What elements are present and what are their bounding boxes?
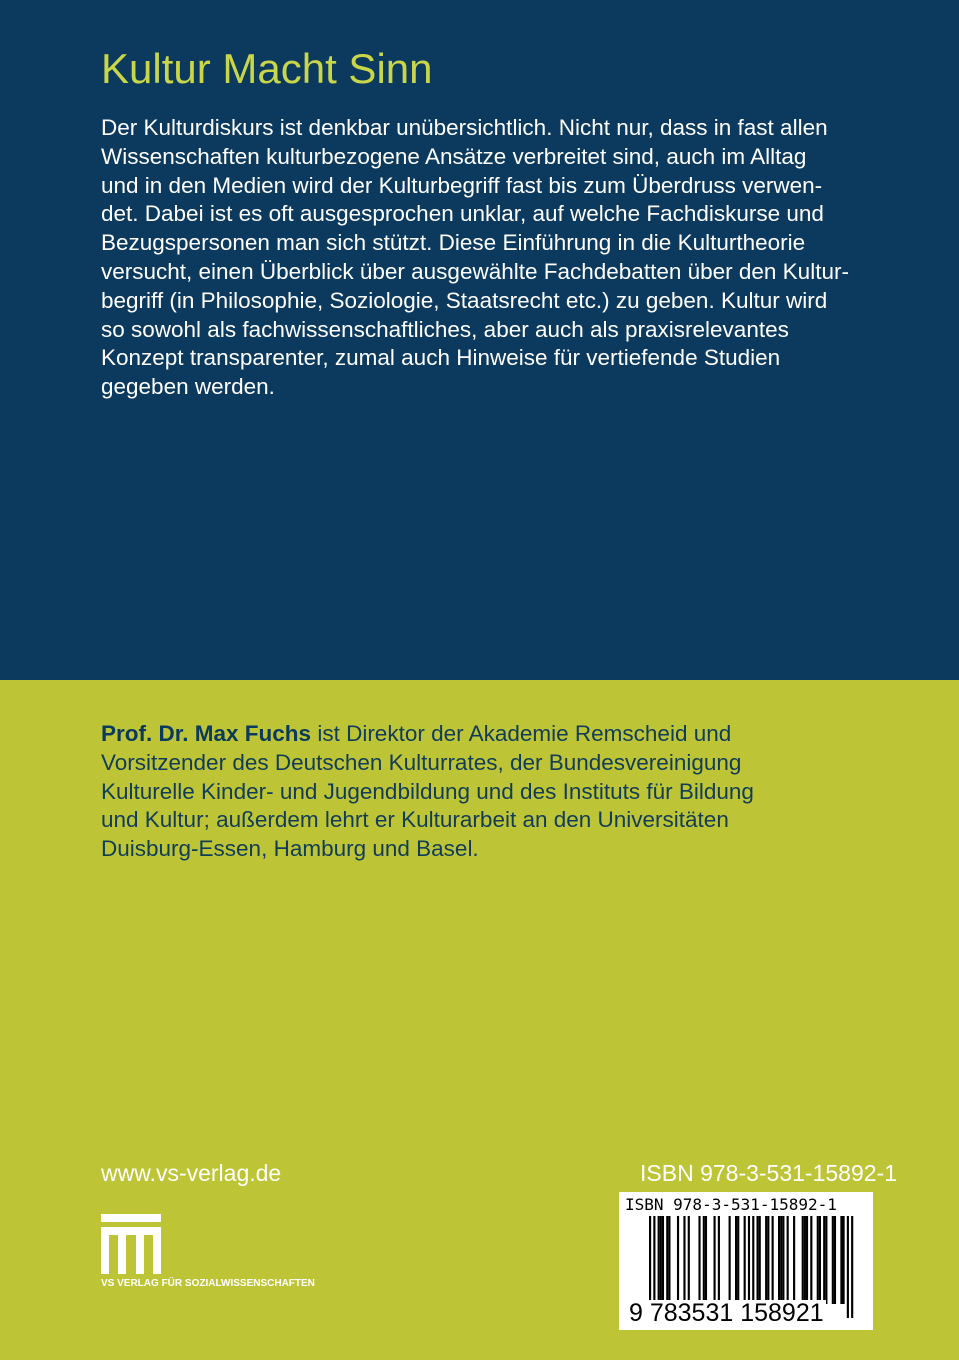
barcode-bar [804,1216,806,1304]
barcode-bar [757,1216,759,1304]
publisher-logo [101,1214,331,1294]
barcode-bar [840,1216,842,1304]
barcode-bar [817,1216,819,1304]
book-description [101,114,881,402]
bio-line-rest: ist Direktor der Akademie Remscheid und [311,721,732,746]
barcode-bar [703,1216,705,1304]
publisher-url[interactable]: www.vs-verlag.de [101,1160,282,1186]
author-bio [101,720,861,864]
barcode-bar [688,1216,690,1304]
barcode-bar [683,1216,685,1304]
barcode-bar [737,1216,739,1304]
barcode-bar [744,1216,746,1304]
barcode-digits: 9 783531 158921 [629,1299,824,1327]
barcode-bar [819,1216,821,1304]
barcode-bar [782,1216,784,1304]
barcode-bar [843,1216,845,1304]
barcode-bar [668,1216,670,1304]
description-line: Bezugspersonen man sich stützt. Diese Einführung in die Kulturtheorie [101,230,806,256]
barcode-bar [810,1216,812,1304]
barcode-bar [851,1216,853,1318]
barcode-bar [729,1216,731,1304]
isbn-label: ISBN 978-3-531-15892-1 [640,1160,897,1186]
description-line: und in den Medien wird der Kulturbegriff fast bis zum Überdruss verwen- [101,172,823,198]
bio-line: Duisburg-Essen, Hamburg und Basel. [101,836,479,862]
description-line: gegeben werden. [101,374,275,400]
publisher-name: VS VERLAG FÜR SOZIALWISSENSCHAFTEN [101,1278,315,1289]
barcode-bar [823,1216,825,1304]
barcode-bar [698,1216,700,1304]
bio-line: Vorsitzender des Deutschen Kulturrates, der Bundesvereinigung [101,749,742,775]
barcode-bar [759,1216,761,1304]
barcode-bar [677,1216,679,1304]
barcode-bar [834,1216,836,1304]
barcode-bar [806,1216,808,1304]
barcode-bar [718,1216,720,1304]
bio-line: Kulturelle Kinder- und Jugendbildung und des Instituts für Bildung [101,778,754,804]
bio-line: und Kultur; außerdem lehrt er Kulturarbeit an den Universitäten [101,807,729,833]
description-line: Wissenschaften kulturbezogene Ansätze verbreitet sind, auch im Alltag [101,143,807,169]
barcode-bar [658,1216,660,1304]
barcode-bar [825,1216,827,1304]
barcode-bar [662,1216,664,1304]
barcode-bar [832,1216,834,1304]
barcode-bar [772,1216,774,1304]
barcode-bar [666,1216,668,1304]
author-name: Prof. Dr. Max Fuchs [101,721,312,746]
barcode-bar [767,1216,769,1304]
barcode-bar [660,1216,662,1304]
barcode-bar [735,1216,737,1304]
barcode-bar [847,1216,849,1318]
barcode-bar [787,1216,789,1304]
barcode-bar [765,1216,767,1304]
description-line: Der Kulturdiskurs ist denkbar unübersichtlich. Nicht nur, dass in fast allen [101,115,828,140]
barcode-bar [802,1216,804,1304]
description-line: begriff (in Philosophie, Soziologie, Staatsrecht etc.) zu geben. Kultur wird [101,287,828,313]
barcode [619,1192,873,1330]
barcode-bar [714,1216,716,1304]
book-title: Kultur Macht Sinn [101,45,433,92]
description-line: det. Dabei ist es oft ausgesprochen unklar, auf welche Fachdiskurse und [101,201,824,227]
barcode-bar [780,1216,782,1304]
description-line: versucht, einen Überblick über ausgewählte Fachdebatten über den Kultur- [101,258,849,284]
barcode-bar [705,1216,707,1304]
barcode-bar [778,1216,780,1304]
description-line: Konzept transparenter, zumal auch Hinweise für vertiefende Studien [101,345,781,371]
barcode-bar [793,1216,795,1304]
barcode-isbn: ISBN 978-3-531-15892-1 [625,1195,837,1214]
description-line: so sowohl als fachwissenschaftliches, aber auch als praxisrelevantes [101,316,789,342]
bio-line [101,720,861,749]
vs-verlag-logo-icon [101,1214,331,1294]
